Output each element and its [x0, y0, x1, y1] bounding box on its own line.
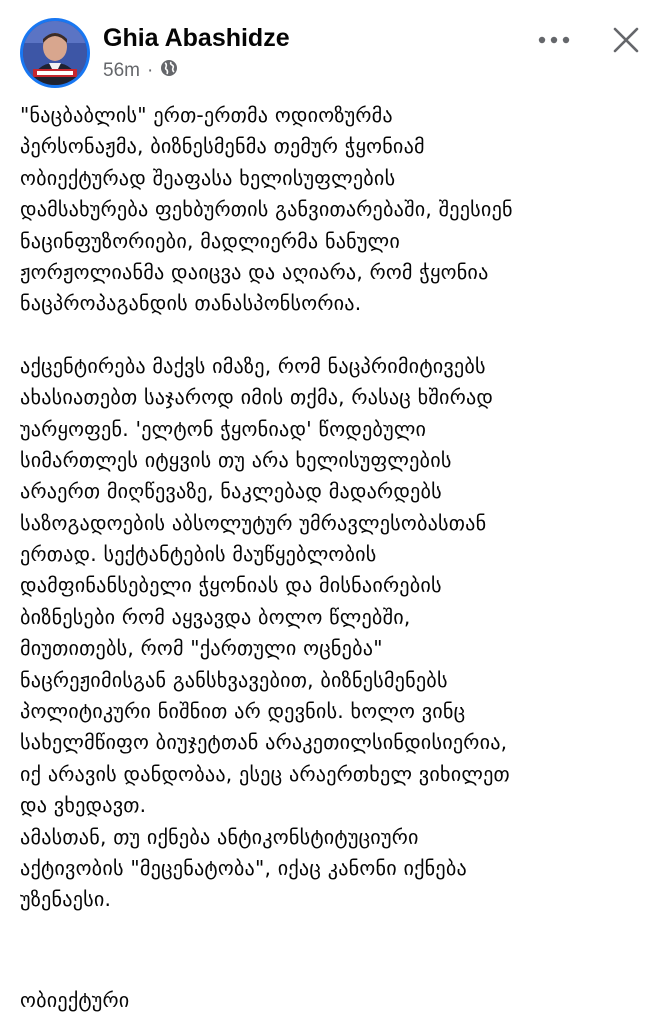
- post-meta: [103, 59, 178, 83]
- text-line: აქტივობის "მეცენატობა", იქაც კანონი იქნება: [20, 855, 467, 880]
- more-horizontal-icon: [538, 36, 570, 44]
- text-line: ბიზნესები რომ აყვავდა ბოლო წლებში,: [20, 604, 411, 629]
- avatar-image: [23, 21, 87, 85]
- meta-separator: ·: [146, 60, 154, 81]
- close-icon: [613, 27, 639, 53]
- text-line: ნაცპროპაგანდის თანასპონსორია.: [20, 291, 362, 316]
- text-line: და ვხედავთ.: [20, 793, 147, 818]
- post-trailing-word: ობიექტური: [20, 988, 130, 1012]
- text-line: ერთად. სექტანტების მაუწყებლობის: [20, 542, 377, 567]
- text-line: სიმართლეს იტყვის თუ არა ხელისუფლების: [20, 447, 452, 472]
- post-body: [20, 100, 650, 916]
- text-line: ახასიათებთ საჯაროდ იმის თქმა, რასაც ხშირად: [20, 385, 494, 410]
- text-line: უზენაესი.: [20, 887, 112, 912]
- avatar-photo: [23, 21, 87, 85]
- text-line: პერსონაჟმა, ბიზნესმენმა თემურ ჭყონიამ: [20, 134, 425, 159]
- post-paragraph-1: [20, 100, 650, 320]
- text-line: ჟორჟოლიანმა დაიცვა და აღიარა, რომ ჭყონია: [20, 259, 489, 284]
- text-line: იქ არავის დანდობაა, ესეც არაერთხელ ვიხილეთ: [20, 761, 510, 786]
- text-line: უარყოფენ. 'ელტონ ჭყონიად' წოდებული: [20, 416, 427, 441]
- text-line: ნაცრეჟიმისგან განსხვავებით, ბიზნესმენებს: [20, 667, 448, 692]
- text-line: "ნაცბაბლის" ერთ-ერთმა ოდიოზურმა: [20, 103, 393, 127]
- text-line: აქცენტირება მაქვს იმაზე, რომ ნაცპრიმიტივებს: [20, 353, 486, 378]
- close-button[interactable]: [606, 20, 646, 60]
- post-paragraph-2: [20, 351, 650, 916]
- text-line: პოლიტიკური ნიშნით არ დევნის. ხოლო ვინც: [20, 699, 466, 724]
- text-line: სახელმწიფო ბიუჯეტთან არაკეთილსინდისიერია,: [20, 730, 508, 755]
- text-line: დამფინანსებელი ჭყონიას და მისნაირების: [20, 573, 442, 598]
- globe-icon: [160, 59, 178, 83]
- author-name[interactable]: Ghia Abashidze: [103, 24, 290, 52]
- text-line: არაერთ მიღწევაზე, ნაკლებად მადარდებს: [20, 479, 442, 504]
- post-header: [0, 0, 664, 100]
- text-line: ობიექტურად შეაფასა ხელისუფლების: [20, 165, 396, 190]
- text-line: ნაცინფუზორიები, მადლიერმა ნანული: [20, 228, 401, 253]
- text-line: დამსახურება ფეხბურთის განვითარებაში, შეესიენ: [20, 197, 513, 222]
- paragraph-gap: [20, 320, 650, 351]
- text-line: საზოგადოების აბსოლუტურ უმრავლესობასთან: [20, 510, 487, 535]
- text-line: მიუთითებს, რომ "ქართული ოცნება": [20, 636, 383, 661]
- more-options-button[interactable]: [534, 24, 574, 56]
- avatar[interactable]: [20, 18, 90, 88]
- text-line: ამასთან, თუ იქნება ანტიკონსტიტუციური: [20, 824, 419, 849]
- post-timestamp[interactable]: 56m: [103, 60, 140, 81]
